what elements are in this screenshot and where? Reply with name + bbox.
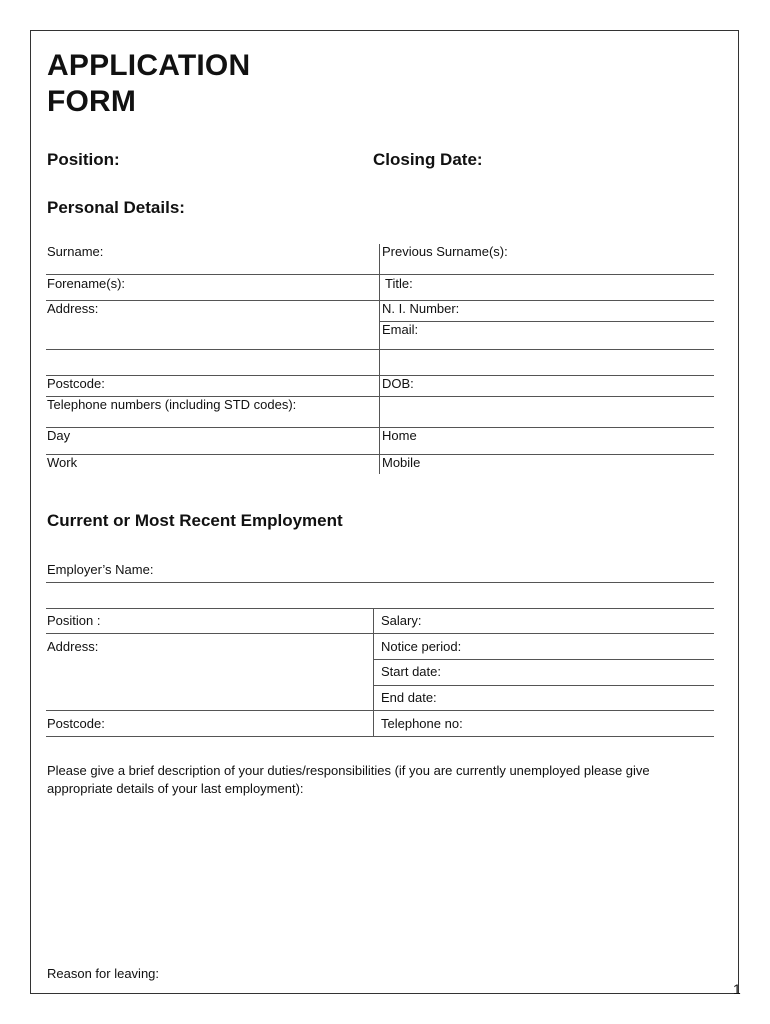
telephone-heading: Telephone numbers (including STD codes): [47,397,297,412]
employer-name-label: Employer’s Name: [47,562,154,577]
employment-position-label: Position : [47,613,101,628]
dob-label: DOB: [382,376,414,391]
employment-column-divider [373,608,374,736]
employment-heading: Current or Most Recent Employment [47,511,343,530]
previous-surname-label: Previous Surname(s): [382,244,508,259]
duties-instructions: Please give a brief description of your duties/responsibilities (if you are currently unemployed please give appropriate details of your last employment): [47,763,650,796]
start-date-label: Start date: [381,664,441,679]
notice-period-label: Notice period: [381,639,462,654]
divider-line [46,274,714,275]
address-label: Address: [47,301,99,316]
end-date-label: End date: [381,690,437,705]
work-phone-label: Work [47,455,78,470]
position-label: Position: [47,150,120,169]
email-label: Email: [382,322,419,337]
divider-line [46,349,714,350]
form-title-line2: FORM [47,85,137,118]
day-phone-label: Day [47,428,71,443]
employment-postcode-label: Postcode: [47,716,105,731]
postcode-label: Postcode: [47,376,105,391]
title-label: Title: [385,276,413,291]
divider-line [46,300,714,301]
divider-line [374,659,714,660]
mobile-phone-label: Mobile [382,455,421,470]
divider-line [46,710,714,711]
forenames-label: Forename(s): [47,276,126,291]
reason-for-leaving-label: Reason for leaving: [47,966,160,981]
ni-number-label: N. I. Number: [382,301,460,316]
personal-details-heading: Personal Details: [47,198,185,217]
form-title-line1: APPLICATION [47,49,251,82]
employment-telephone-label: Telephone no: [381,716,463,731]
personal-column-divider [379,244,380,474]
divider-line [46,582,714,583]
divider-line [46,633,714,634]
divider-line [46,375,714,376]
divider-line [380,321,714,322]
divider-line [374,685,714,686]
divider-line [46,427,714,428]
divider-line [46,608,714,609]
closing-date-label: Closing Date: [373,150,483,169]
employment-address-label: Address: [47,639,99,654]
home-phone-label: Home [382,428,417,443]
salary-label: Salary: [381,613,422,628]
divider-line [46,454,714,455]
page-number: 1 [733,981,741,997]
surname-label: Surname: [47,244,104,259]
divider-line [46,736,714,737]
